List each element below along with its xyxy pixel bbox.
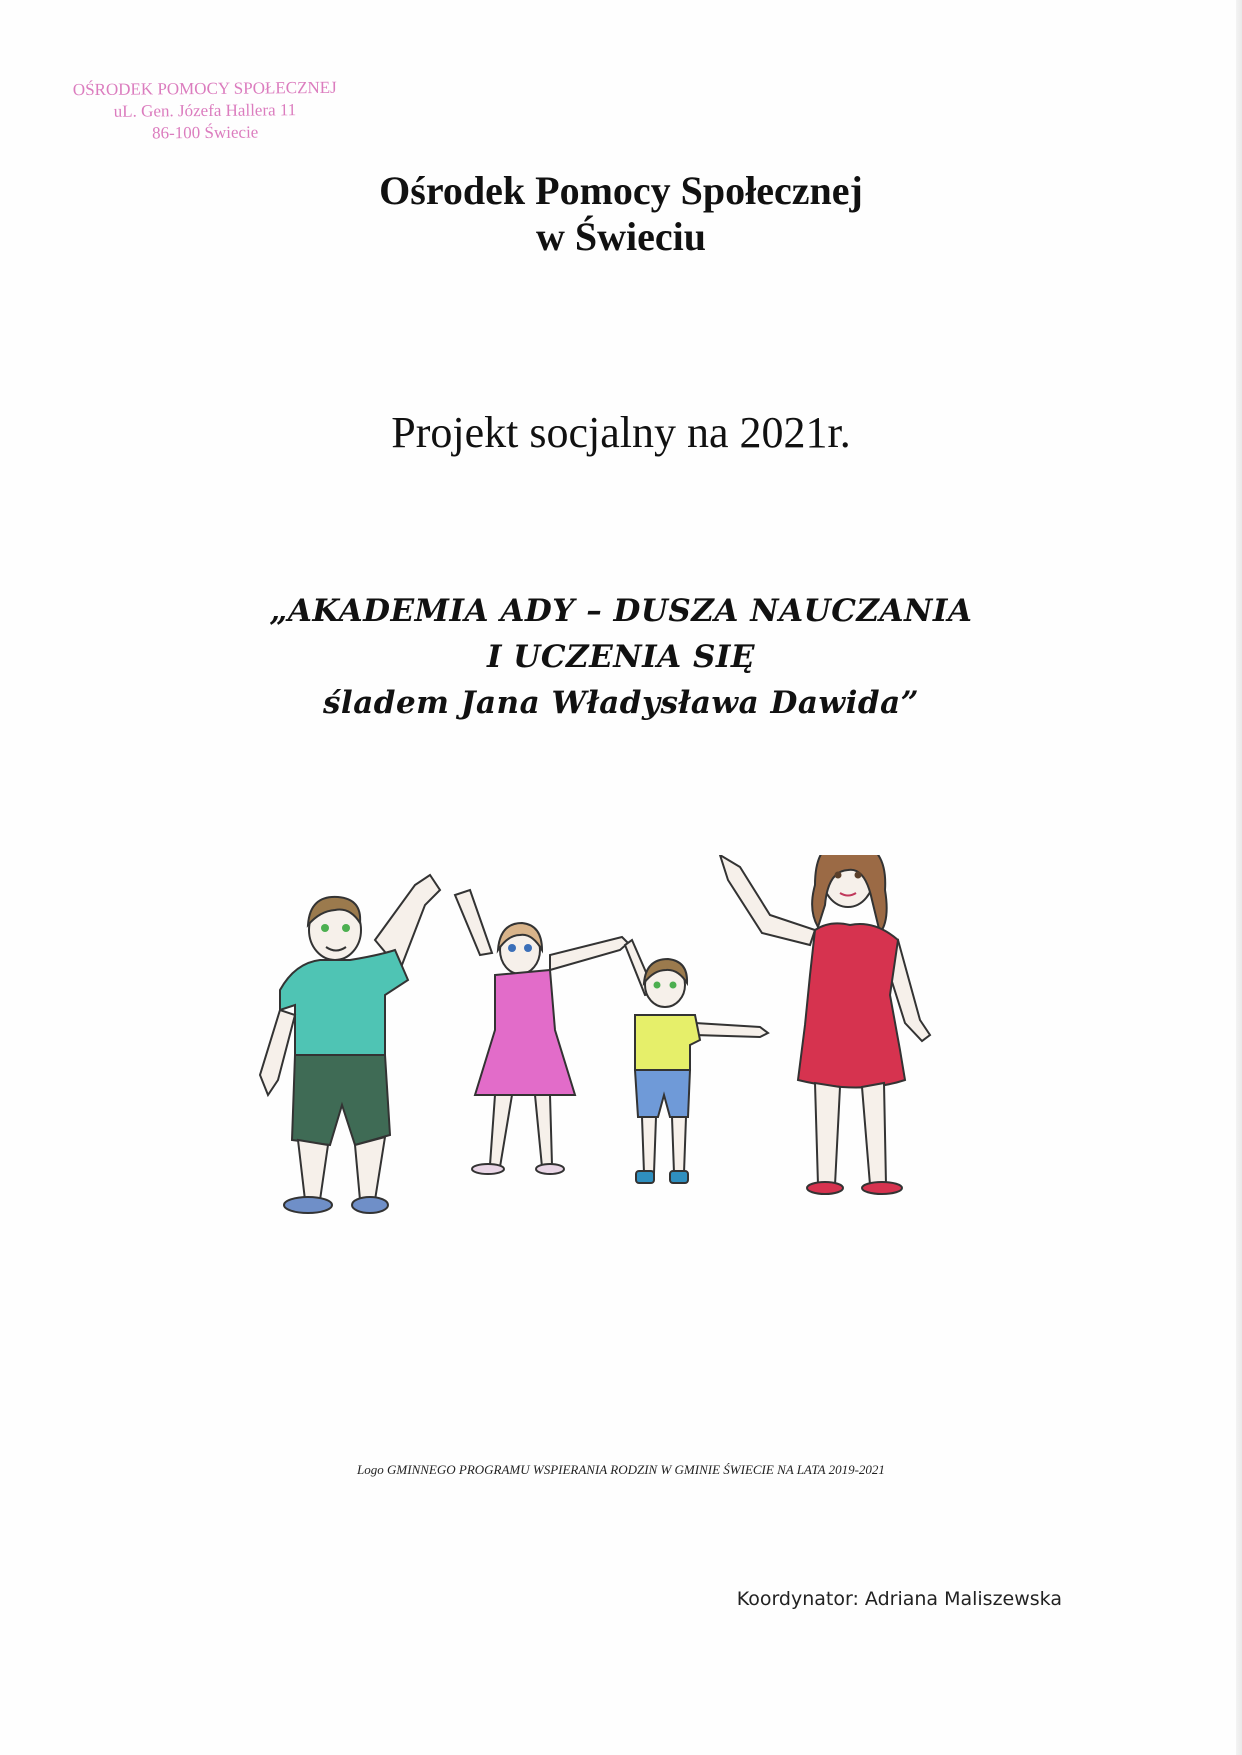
project-name-line-1: „AKADEMIA ADY – DUSZA NAUCZANIA xyxy=(269,593,973,629)
office-stamp xyxy=(60,77,351,146)
girl-figure xyxy=(455,890,628,1174)
organization-title-line-1: Ośrodek Pomocy Społecznej xyxy=(379,168,863,213)
stamp-line-1: OŚRODEK POMOCY SPOŁECZNEJ xyxy=(72,77,337,100)
mother-figure xyxy=(720,855,930,1194)
project-name xyxy=(0,588,1242,726)
project-subtitle: Projekt socjalny na 2021r. xyxy=(391,408,851,457)
scan-edge xyxy=(1236,0,1242,1755)
project-name-line-2: I UCZENIA SIĘ xyxy=(487,639,755,675)
coordinator-line: Koordynator: Adriana Maliszewska xyxy=(736,1588,1062,1610)
organization-title-line-2: w Świeciu xyxy=(536,214,706,259)
project-name-line-3: śladem Jana Władysława Dawida” xyxy=(322,685,920,721)
family-drawing-icon xyxy=(250,855,1060,1335)
father-figure xyxy=(260,875,440,1213)
boy-figure xyxy=(625,940,768,1183)
logo-caption: Logo GMINNEGO PROGRAMU WSPIERANIA RODZIN W GMINIE ŚWIECIE NA LATA 2019-2021 xyxy=(357,1462,885,1477)
stamp-line-3: 86-100 Świecie xyxy=(151,122,259,143)
stamp-line-2: uL. Gen. Józefa Hallera 11 xyxy=(113,100,297,121)
organization-title xyxy=(0,168,1242,260)
